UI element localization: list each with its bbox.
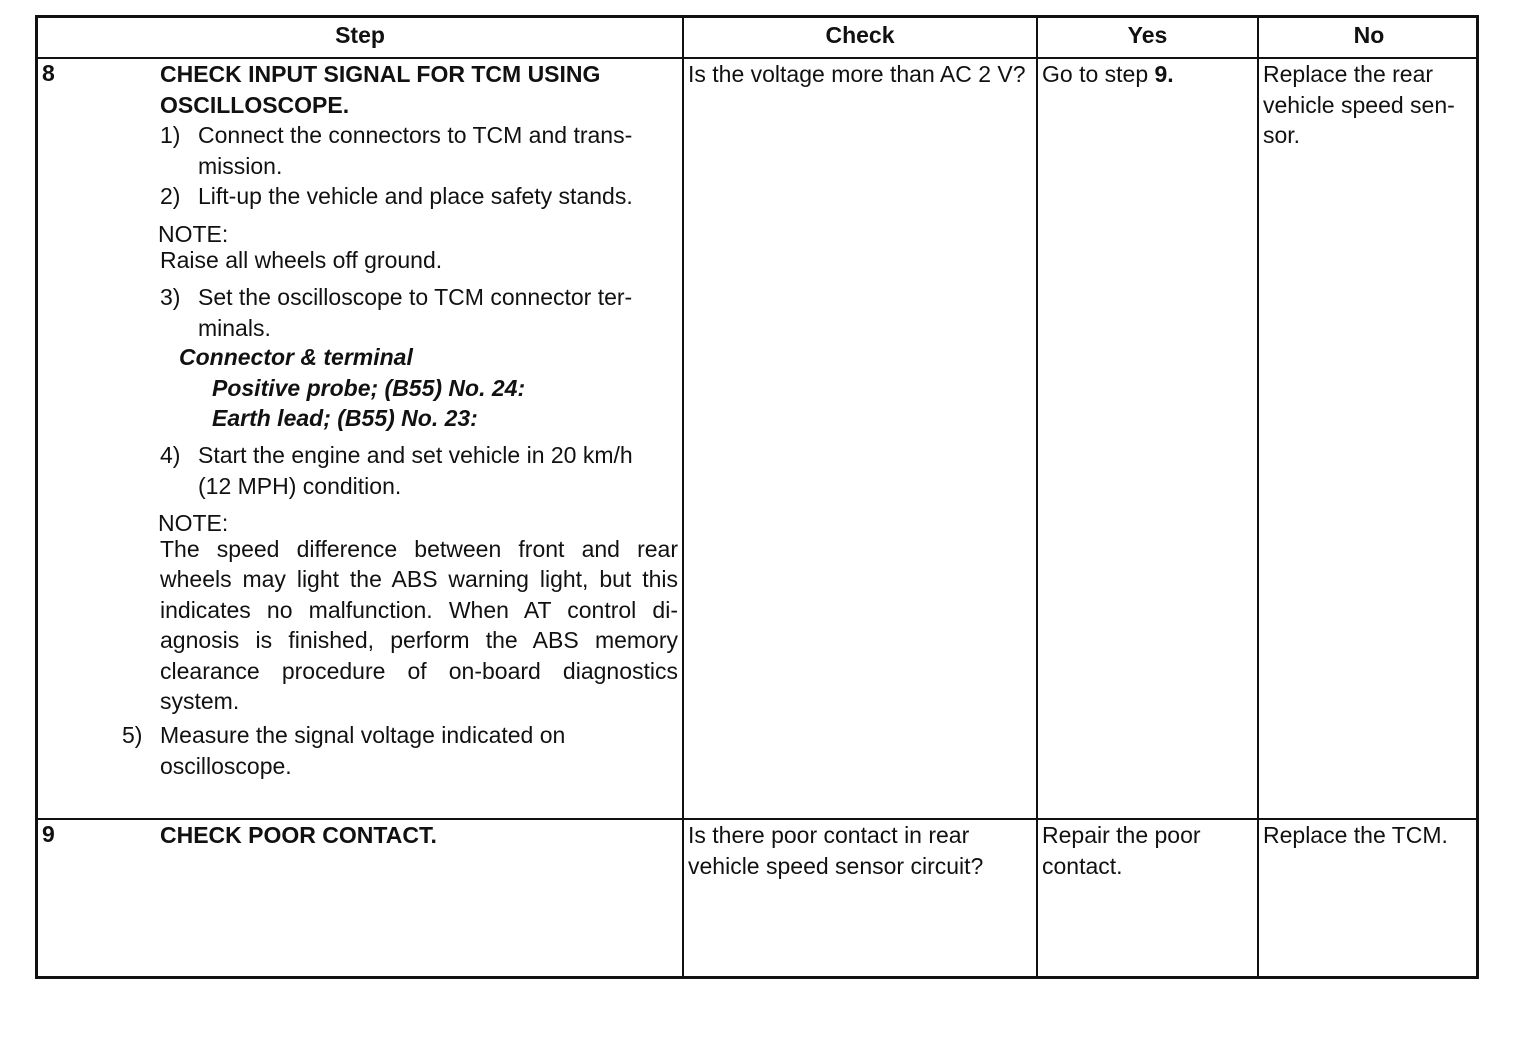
note-label: NOTE: [158,510,229,536]
column-divider [1257,18,1259,976]
step-title-line: OSCILLOSCOPE. [160,91,350,118]
list-item [160,282,680,343]
list-item-text: Start the engine and set vehicle in 20 km/h (12 MPH) condition. [198,442,633,499]
list-item-number: 1) [160,122,181,148]
list-item [160,181,680,212]
list-item-text: Measure the signal voltage indicated on oscilloscope. [160,722,566,779]
list-item-text: Connect the connectors to TCM and trans- mission. [198,122,633,179]
list-item [122,720,642,781]
check-text: Is the voltage more than AC 2 V? [688,61,1026,87]
no-text: Replace the TCM. [1263,822,1448,848]
column-divider [682,18,684,976]
connector-line: Earth lead; (B55) No. 23: [212,405,478,431]
header-step: Step [335,22,385,48]
step-link[interactable]: 9. [1154,61,1174,87]
list-item-text: Lift-up the vehicle and place safety stands. [198,183,633,209]
header-yes: Yes [1127,22,1168,48]
yes-text: Go to step 9. [1042,61,1174,87]
note-label: NOTE: [158,221,229,247]
list-item-number: 4) [160,442,181,468]
note-text: Raise all wheels off ground. [160,247,443,273]
step-title [160,59,600,120]
list-item-number: 5) [122,722,143,748]
column-divider [1036,18,1038,976]
step-number: 8 [42,60,55,86]
step-title-line: CHECK INPUT SIGNAL FOR TCM USING [160,61,601,87]
yes-text: Repair the poor contact. [1042,822,1201,879]
check-text: Is there poor contact in rear vehicle speed sensor circuit? [688,822,984,879]
step-title: CHECK POOR CONTACT. [160,822,437,848]
header-no: No [1353,22,1385,48]
list-item-number: 2) [160,183,181,209]
step-number: 9 [42,821,55,847]
no-text: Replace the rear vehicle speed sen- sor. [1263,61,1455,148]
troubleshooting-table [35,15,1479,979]
list-item-text: Set the oscilloscope to TCM connector ter- minals. [198,284,633,341]
list-item [160,120,680,181]
list-item [160,440,680,501]
list-item-number: 3) [160,284,181,310]
connector-title: Connector & terminal [179,344,413,370]
note-text: The speed difference between front and rear wheels may light the ABS warning light, but this indicates no malfunction. When AT control di- agnosis is finished, perform the ABS memory clearance procedure of on-board diagnostics system. [160,536,678,715]
header-check: Check [825,22,895,48]
connector-line: Positive probe; (B55) No. 24: [212,375,526,401]
